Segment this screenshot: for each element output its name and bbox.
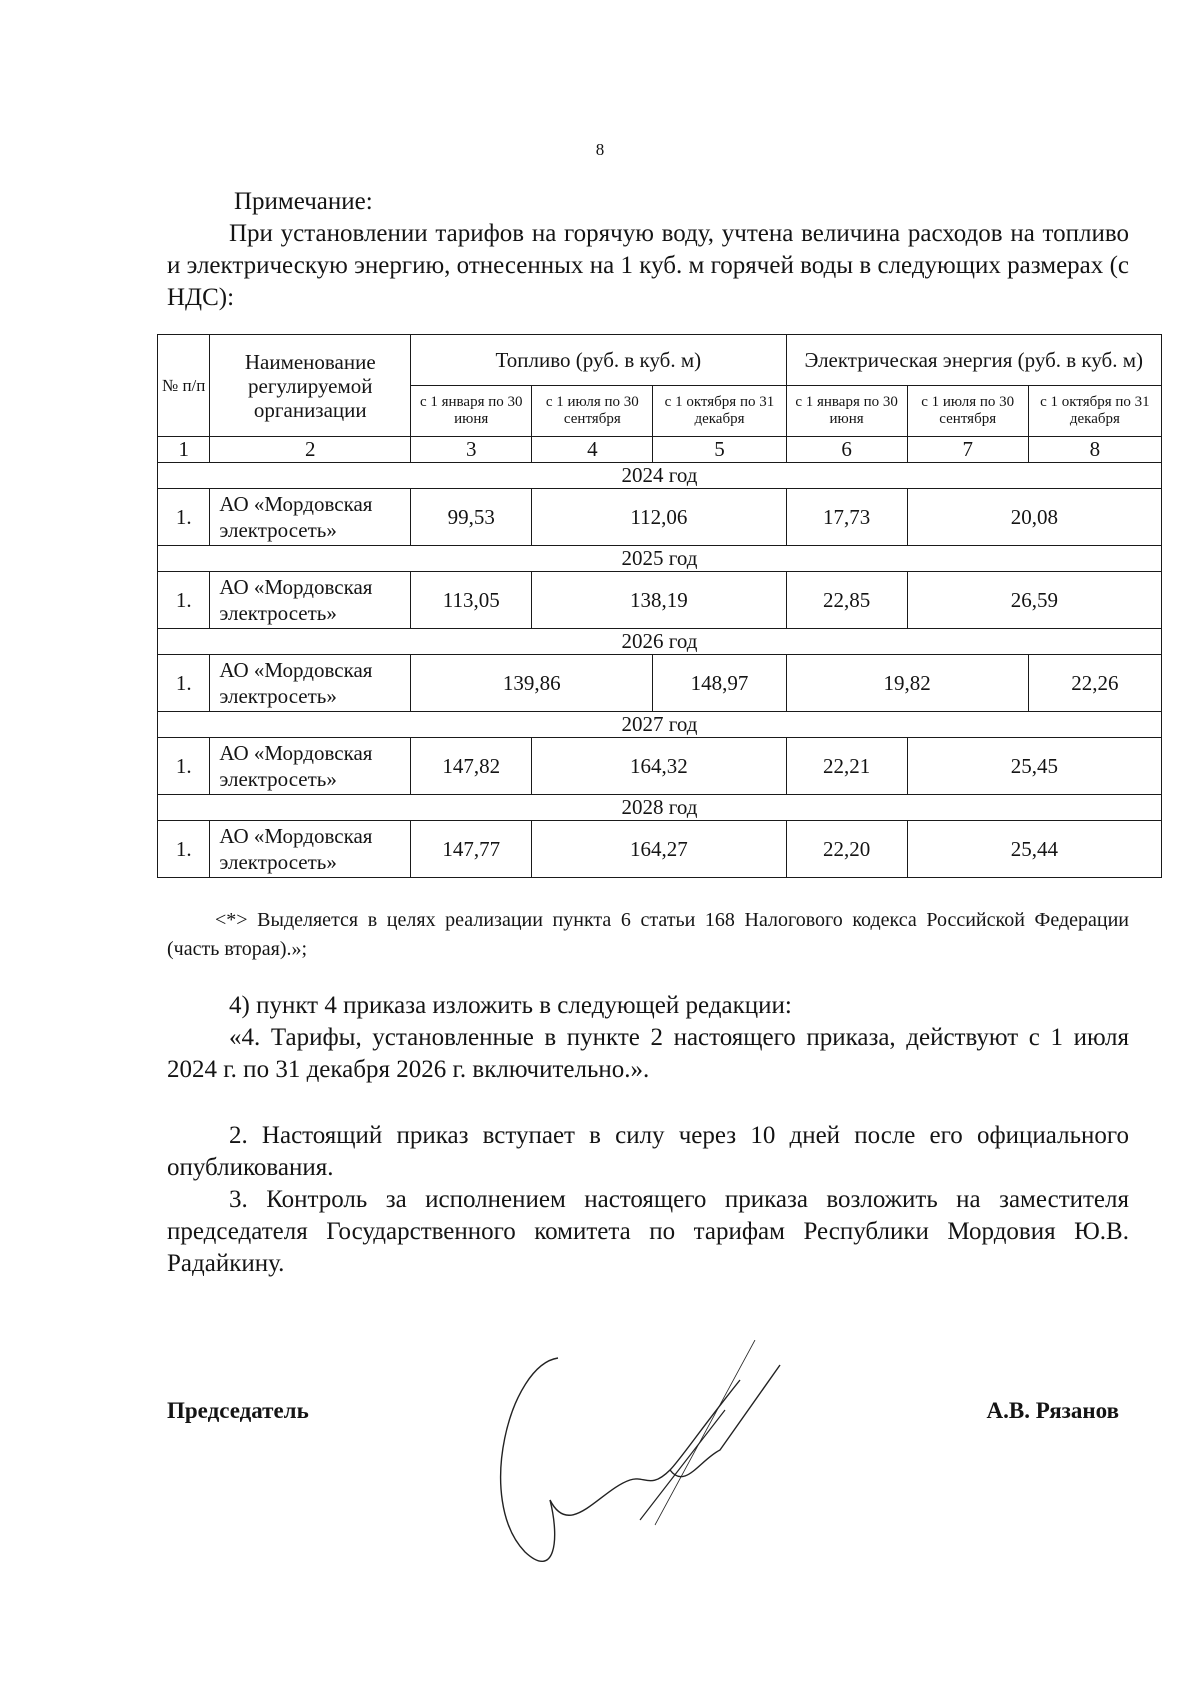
note-block (167, 186, 1129, 314)
table-row (158, 821, 1162, 878)
signatory-name: А.В. Рязанов (986, 1398, 1119, 1423)
column-number: 5 (653, 437, 786, 463)
electric-value: 20,08 (907, 489, 1161, 546)
fuel-value: 138,19 (532, 572, 786, 629)
note-body: При установлении тарифов на горячую воду, учтена величина расходов на топливо и электрическую энергию, отнесенных на 1 куб. м горячей воды в следующих размерах (с НДС): (167, 220, 1129, 311)
year-label: 2024 год (158, 463, 1162, 489)
column-number: 6 (786, 437, 907, 463)
electric-value: 22,20 (786, 821, 907, 878)
header-org: Наименование регулируемой организации (210, 335, 411, 437)
header-period: с 1 октября по 31 декабря (1028, 386, 1161, 437)
page-number: 8 (595, 140, 605, 159)
header-num: № п/п (158, 335, 210, 437)
column-number: 8 (1028, 437, 1161, 463)
row-num: 1. (158, 572, 210, 629)
header-period: с 1 июля по 30 сентября (532, 386, 653, 437)
fuel-value: 112,06 (532, 489, 786, 546)
row-num: 1. (158, 489, 210, 546)
year-label: 2027 год (158, 712, 1162, 738)
item4-intro: 4) пункт 4 приказа изложить в следующей редакции: (229, 992, 792, 1019)
row-num: 1. (158, 738, 210, 795)
org-name: АО «Мордовская электросеть» (210, 738, 411, 795)
table-row (158, 655, 1162, 712)
fuel-value: 164,32 (532, 738, 786, 795)
fuel-value: 147,77 (411, 821, 532, 878)
column-number: 7 (907, 437, 1028, 463)
electric-value: 26,59 (907, 572, 1161, 629)
electric-value: 19,82 (786, 655, 1028, 712)
handwritten-signature (480, 1340, 840, 1590)
fuel-value: 139,86 (411, 655, 653, 712)
item4-block (167, 990, 1129, 1086)
header-period: с 1 октября по 31 декабря (653, 386, 786, 437)
footnote: <*> Выделяется в целях реализации пункта 6 статьи 168 Налогового кодекса Российской Федерации (часть вторая).»; (167, 909, 1129, 960)
table-row (158, 489, 1162, 546)
closing-paragraph-3: 3. Контроль за исполнением настоящего приказа возложить на заместителя председателя Государственного комитета по тарифам Республики Мордовия Ю.В. Радайкину. (167, 1186, 1129, 1277)
org-name: АО «Мордовская электросеть» (210, 489, 411, 546)
signatory-position: Председатель (167, 1398, 309, 1423)
electric-value: 22,85 (786, 572, 907, 629)
org-name: АО «Мордовская электросеть» (210, 821, 411, 878)
row-num: 1. (158, 655, 210, 712)
electric-value: 25,45 (907, 738, 1161, 795)
column-number: 1 (158, 437, 210, 463)
item4-text: «4. Тарифы, установленные в пункте 2 настоящего приказа, действуют с 1 июля 2024 г. по 31 декабря 2026 г. включительно.». (167, 1024, 1129, 1083)
column-number: 2 (210, 437, 411, 463)
header-fuel: Топливо (руб. в куб. м) (411, 335, 786, 386)
year-label: 2025 год (158, 546, 1162, 572)
fuel-value: 164,27 (532, 821, 786, 878)
org-name: АО «Мордовская электросеть» (210, 655, 411, 712)
fuel-value: 147,82 (411, 738, 532, 795)
header-period: с 1 июля по 30 сентября (907, 386, 1028, 437)
column-number: 4 (532, 437, 653, 463)
table-row (158, 572, 1162, 629)
header-electric: Электрическая энергия (руб. в куб. м) (786, 335, 1161, 386)
org-name: АО «Мордовская электросеть» (210, 572, 411, 629)
electric-value: 22,26 (1028, 655, 1161, 712)
fuel-value: 99,53 (411, 489, 532, 546)
header-period: с 1 января по 30 июня (411, 386, 532, 437)
year-label: 2028 год (158, 795, 1162, 821)
electric-value: 22,21 (786, 738, 907, 795)
electric-value: 25,44 (907, 821, 1161, 878)
table-row (158, 738, 1162, 795)
fuel-value: 113,05 (411, 572, 532, 629)
electric-value: 17,73 (786, 489, 907, 546)
closing-paragraph-2: 2. Настоящий приказ вступает в силу через 10 дней после его официального опубликования. (167, 1122, 1129, 1181)
column-number: 3 (411, 437, 532, 463)
row-num: 1. (158, 821, 210, 878)
tariff-table (157, 334, 1162, 878)
year-label: 2026 год (158, 629, 1162, 655)
fuel-value: 148,97 (653, 655, 786, 712)
header-period: с 1 января по 30 июня (786, 386, 907, 437)
note-title: Примечание: (234, 188, 373, 215)
closing-block (167, 1120, 1129, 1280)
